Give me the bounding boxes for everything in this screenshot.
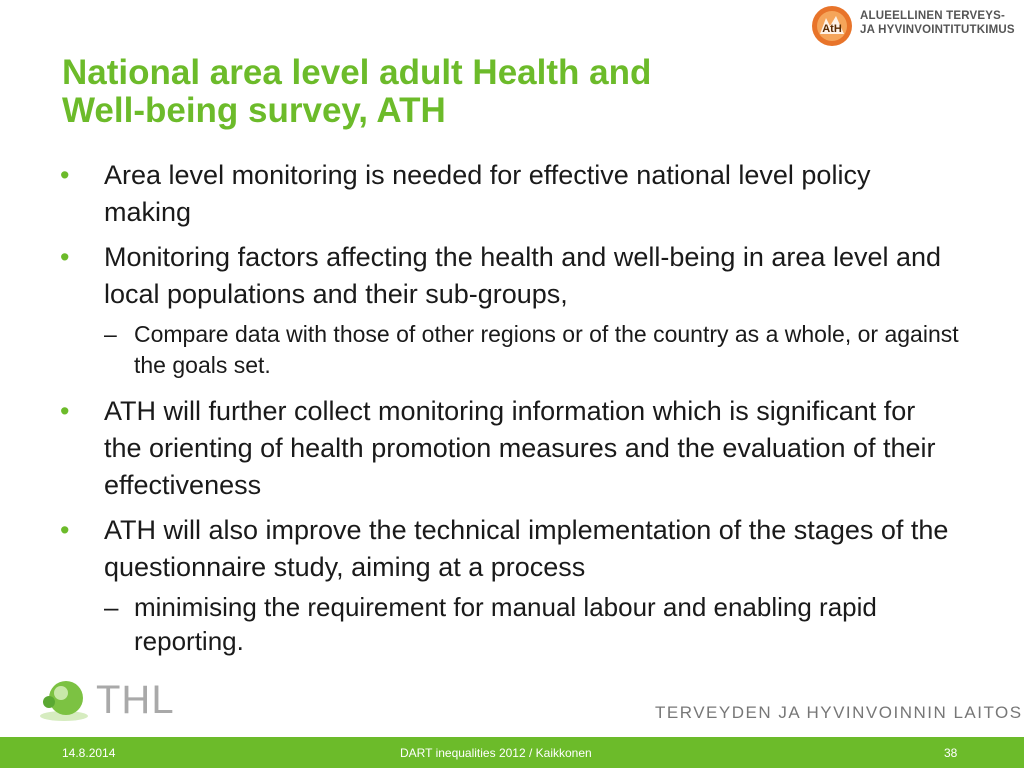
bullet-text: Monitoring factors affecting the health and well-being in area level and local populations and their sub-groups, <box>104 242 942 309</box>
thl-logo <box>36 676 196 726</box>
bullet-symbol: • <box>60 515 70 545</box>
bullet-item <box>60 239 960 313</box>
sub-bullet-item <box>60 590 960 658</box>
bullet-text: ATH will also improve the technical implementation of the stages of the questionnaire study, aiming at a process <box>104 515 949 582</box>
ath-logo-line-1: ALUEELLINEN TERVEYS- <box>860 10 1005 22</box>
ath-logo-mark-icon <box>810 4 854 48</box>
page-number: 38 <box>944 746 958 760</box>
footer-center-text: DART inequalities 2012 / Kaikkonen <box>400 746 592 760</box>
title-line-2: Well-being survey, ATH <box>62 91 446 130</box>
sub-bullet-item <box>60 319 960 381</box>
ath-logo <box>810 4 1024 48</box>
ath-logo-mark-text: AtH <box>822 23 842 35</box>
sub-bullet-text: Compare data with those of other regions or of the country as a whole, or against the goals set. <box>134 321 959 378</box>
bullet-text: ATH will further collect monitoring information which is significant for the orienting of health promotion measures and the evaluation of their effectiveness <box>104 396 936 500</box>
thl-logo-text: THL <box>96 678 175 722</box>
ath-logo-text <box>860 9 1015 37</box>
bullet-text: Area level monitoring is needed for effective national level policy making <box>104 160 871 227</box>
bullet-item <box>60 393 960 504</box>
footer-bar <box>0 737 1024 768</box>
thl-globe-icon <box>36 676 96 724</box>
dash-symbol: – <box>104 592 119 622</box>
sub-bullet-text: minimising the requirement for manual labour and enabling rapid reporting. <box>134 592 877 656</box>
title-line-1: National area level adult Health and <box>62 53 652 92</box>
bullet-item <box>60 157 960 231</box>
bullet-symbol: • <box>60 160 70 190</box>
slide-title <box>62 54 782 130</box>
bullet-symbol: • <box>60 242 70 272</box>
footer-date: 14.8.2014 <box>62 746 116 760</box>
bullet-item <box>60 512 960 586</box>
thl-tagline: TERVEYDEN JA HYVINVOINNIN LAITOS <box>655 703 1023 722</box>
ath-logo-line-2: JA HYVINVOINTITUTKIMUS <box>860 24 1015 36</box>
bullet-symbol: • <box>60 396 70 426</box>
dash-symbol: – <box>104 321 117 347</box>
bullet-list <box>60 157 960 670</box>
